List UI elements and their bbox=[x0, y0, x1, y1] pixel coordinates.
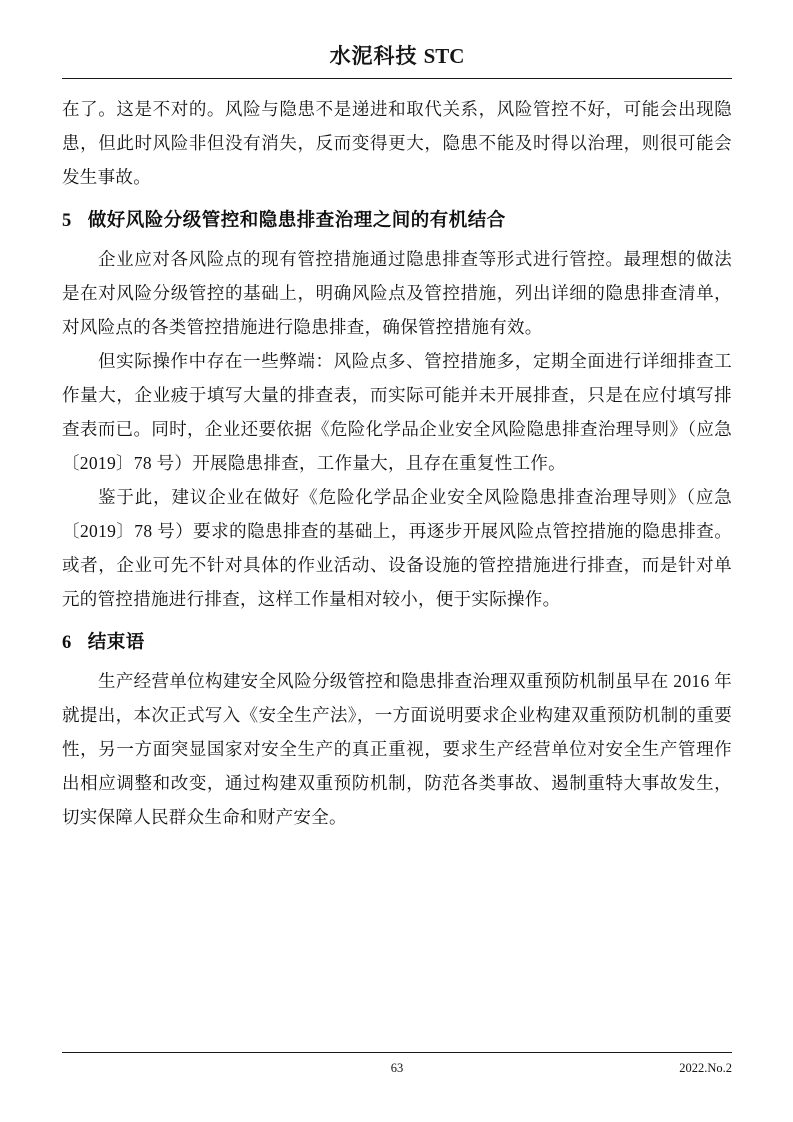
section-number-5: 5 bbox=[62, 211, 72, 231]
section-heading-5 bbox=[62, 204, 732, 238]
header-divider bbox=[62, 78, 732, 79]
section-6-paragraph-1: 生产经营单位构建安全风险分级管控和隐患排查治理双重预防机制虽早在 2016 年就提出，本次正式写入《安全生产法》，一方面说明要求企业构建双重预防机制的重要性，另一方面突显国家对安全生产的真正重视，要求生产经营单位对安全生产管理作出相应调整和改变，通过构建双重预防机制，防范各类事故、遏制重特大事故发生，切实保障人民群众生命和财产安全。 bbox=[62, 671, 732, 827]
page-footer bbox=[62, 1052, 732, 1083]
section-heading-6 bbox=[62, 626, 732, 660]
section-title-6: 结束语 bbox=[87, 633, 145, 653]
issue-label: 2022.No.2 bbox=[679, 1061, 732, 1075]
journal-abbreviation: STC bbox=[423, 44, 465, 68]
journal-title: 水泥科技 bbox=[329, 44, 418, 68]
page-number: 63 bbox=[390, 1061, 404, 1075]
section-5-paragraph-2: 但实际操作中存在一些弊端：风险点多、管控措施多，定期全面进行详细排查工作量大，企业疲于填写大量的排查表，而实际可能并未开展排查，只是在应付填写排查表而已。同时，企业还要依据《危险化学品企业安全风险隐患排查治理导则》（应急〔2019〕78 号）开展隐患排查，工作量大，且存在重复性工作。 bbox=[62, 351, 732, 473]
paragraph-continuation: 在了。这是不对的。风险与隐患不是递进和取代关系，风险管控不好，可能会出现隐患，但此时风险非但没有消失，反而变得更大，隐患不能及时得以治理，则很可能会发生事故。 bbox=[62, 99, 732, 187]
footer-row bbox=[62, 1061, 732, 1083]
section-5-paragraph-3: 鉴于此，建议企业在做好《危险化学品企业安全风险隐患排查治理导则》（应急〔2019〕78 号）要求的隐患排查的基础上，再逐步开展风险点管控措施的隐患排查。或者，企业可先不针对具体的作业活动、设备设施的管控措施进行排查，而是针对单元的管控措施进行排查，这样工作量相对较小，便于实际操作。 bbox=[62, 487, 732, 609]
section-5-paragraph-1: 企业应对各风险点的现有管控措施通过隐患排查等形式进行管控。最理想的做法是在对风险分级管控的基础上，明确风险点及管控措施，列出详细的隐患排查清单，对风险点的各类管控措施进行隐患排查，确保管控措施有效。 bbox=[62, 249, 732, 337]
footer-divider bbox=[62, 1052, 732, 1053]
section-title-5: 做好风险分级管控和隐患排查治理之间的有机结合 bbox=[87, 211, 506, 231]
page-content bbox=[62, 40, 732, 834]
section-number-6: 6 bbox=[62, 633, 72, 653]
running-header bbox=[62, 40, 732, 78]
